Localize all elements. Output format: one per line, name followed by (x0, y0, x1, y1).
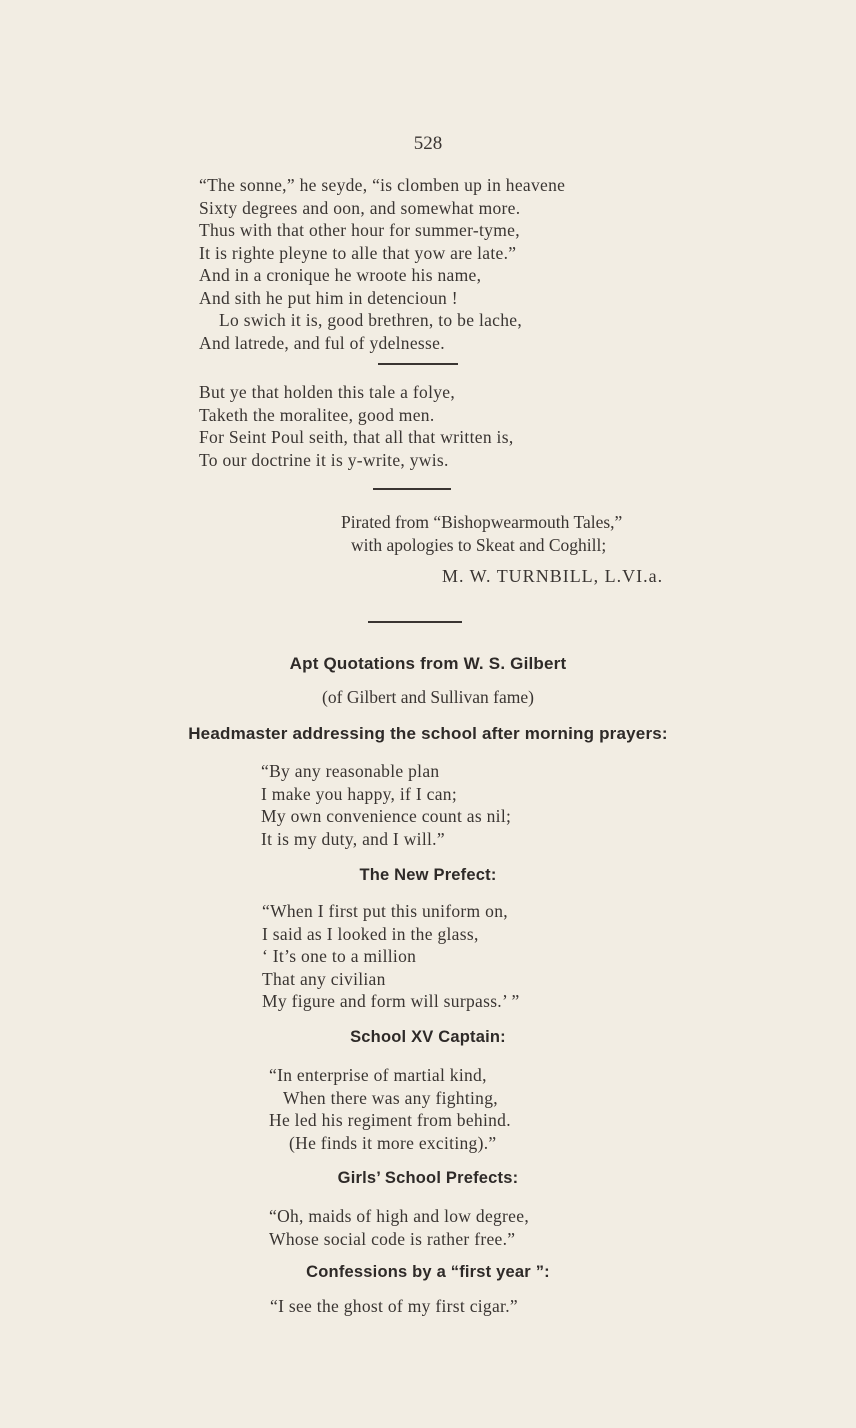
verse-line: “In enterprise of martial kind, (269, 1065, 487, 1085)
verse-line: To our doctrine it is y-write, ywis. (199, 449, 449, 470)
section-divider (373, 488, 451, 490)
verse-line: He led his regiment from behind. (269, 1110, 511, 1130)
verse-line: Sixty degrees and oon, and somewhat more. (199, 197, 521, 218)
verse-line: When there was any fighting, (283, 1087, 498, 1108)
verse-line: It is my duty, and I will.” (261, 828, 445, 849)
quote-heading: Headmaster addressing the school after morning prayers: (188, 724, 668, 743)
verse-line: Lo swich it is, good brethren, to be lache, (219, 310, 523, 330)
quote-heading: The New Prefect: (359, 866, 497, 884)
attribution-line: Pirated from “Bishopwearmouth Tales,” (341, 512, 623, 532)
author-signature: M. W. TURNBILL, L.VI.a. (442, 566, 664, 586)
verse-line: My own convenience count as nil; (261, 806, 512, 826)
quote-verse (269, 1064, 511, 1154)
verse-line: Whose social code is rather free.” (269, 1228, 516, 1249)
verse-line: I said as I looked in the glass, (262, 923, 479, 944)
section-subtitle: (of Gilbert and Sullivan fame) (322, 687, 534, 707)
verse-line: (He finds it more exciting).” (289, 1132, 497, 1153)
verse-line: “I see the ghost of my first cigar.” (270, 1296, 518, 1316)
quote-verse (262, 900, 520, 1013)
quote-verse (270, 1295, 518, 1318)
poem-stanza-2 (199, 381, 514, 471)
verse-line: “By any reasonable plan (261, 761, 440, 781)
verse-line: And sith he put him in detencioun ! (199, 287, 458, 308)
quote-heading: Girls’ School Prefects: (337, 1169, 519, 1187)
verse-line: It is righte pleyne to alle that yow are late.” (199, 242, 517, 263)
quote-heading: Confessions by a “first year ”: (306, 1263, 550, 1281)
section-divider (368, 621, 462, 623)
verse-line: My figure and form will surpass.’ ” (262, 991, 520, 1011)
verse-line: And in a cronique he wroote his name, (199, 265, 482, 285)
verse-line: Taketh the moralitee, good men. (199, 404, 435, 425)
verse-line: Thus with that other hour for summer-tyme, (199, 220, 520, 240)
quote-verse (261, 760, 511, 850)
verse-line: “Oh, maids of high and low degree, (269, 1206, 529, 1226)
verse-line: “When I first put this uniform on, (262, 901, 508, 921)
verse-line: But ye that holden this tale a folye, (199, 382, 456, 402)
verse-line: ‘ It’s one to a million (262, 946, 417, 966)
verse-line: I make you happy, if I can; (261, 783, 457, 804)
verse-line: That any civilian (262, 968, 386, 989)
section-divider (378, 363, 458, 365)
poem-stanza-1 (199, 174, 565, 354)
quote-heading: School XV Captain: (350, 1028, 506, 1046)
attribution-line: with apologies to Skeat and Coghill; (351, 535, 607, 555)
page-number: 528 (413, 133, 443, 154)
quote-verse (269, 1205, 529, 1250)
verse-line: For Seint Poul seith, that all that written is, (199, 427, 514, 447)
section-title: Apt Quotations from W. S. Gilbert (289, 654, 567, 673)
verse-line: And latrede, and ful of ydelnesse. (199, 332, 445, 353)
verse-line: “The sonne,” he seyde, “is clomben up in heavene (199, 175, 566, 195)
